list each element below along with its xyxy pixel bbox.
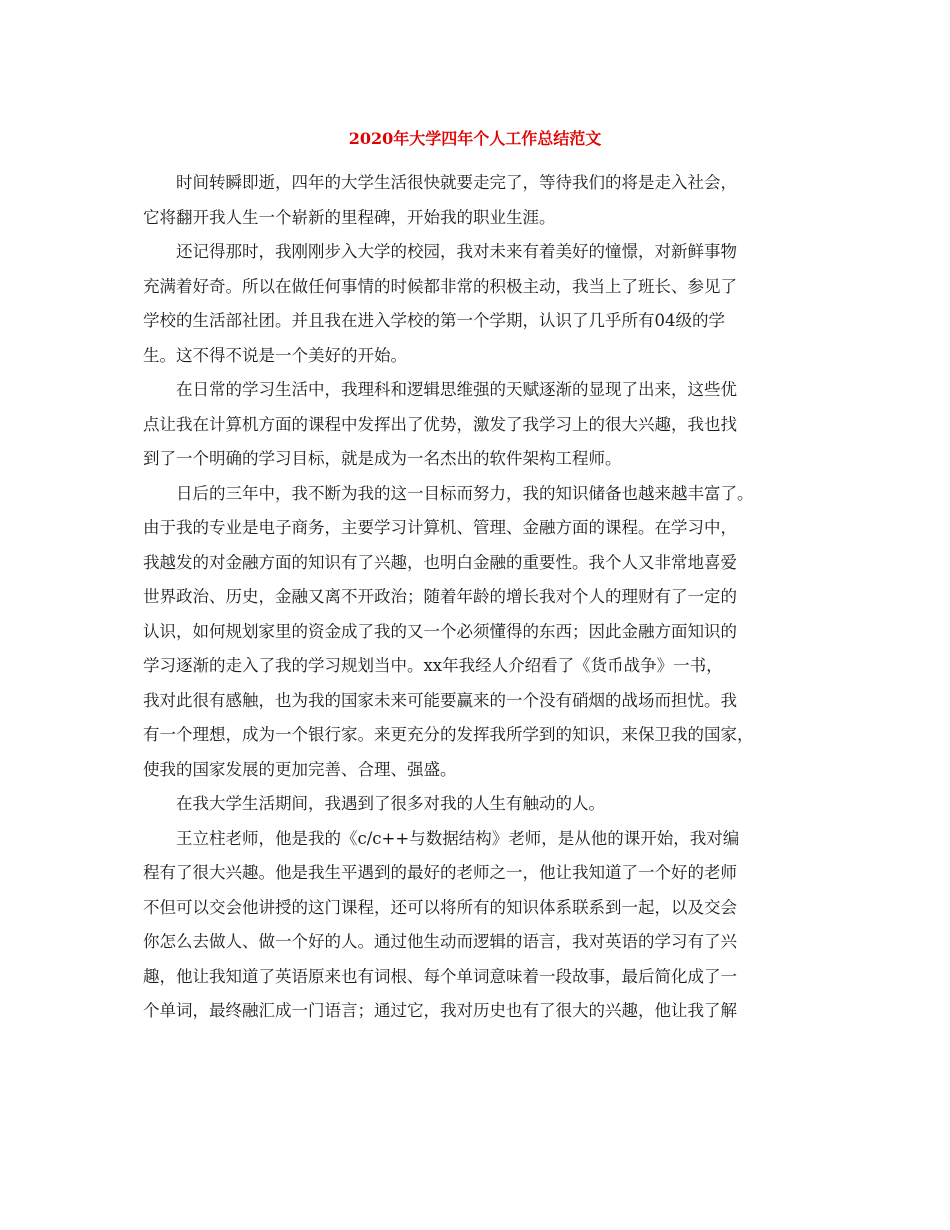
text-line: 在日常的学习生活中，我理科和逻辑思维强的天赋逐渐的显现了出来，这些优	[176, 380, 737, 399]
text-line: 日后的三年中，我不断为我的这一目标而努力，我的知识储备也越来越丰富了。	[176, 483, 754, 503]
text-line: 它将翻开我人生一个崭新的里程碑，开始我的职业生涯。	[143, 207, 556, 227]
text-line: 有一个理想，成为一个银行家。来更充分的发挥我所学到的知识，来保卫我的国家，	[143, 725, 754, 744]
text-line: 学校的生活部社团。并且我在进入学校的第一个学期，认识了几乎所有04级的学	[143, 311, 725, 330]
text-line: 你怎么去做人、做一个好的人。通过他生动而逻辑的语言，我对英语的学习有了兴	[143, 932, 737, 951]
text-line: 王立柱老师，他是我的《c/c++与数据结构》老师，是从他的课开始，我对编	[176, 828, 740, 848]
text-line: 趣，他让我知道了英语原来也有词根、每个单词意味着一段故事，最后简化成了一	[143, 966, 737, 986]
text-line: 点让我在计算机方面的课程中发挥出了优势，激发了我学习上的很大兴趣，我也找	[143, 414, 737, 434]
text-line: 使我的国家发展的更加完善、合理、强盛。	[143, 759, 457, 779]
document-title: 2020年大学四年个人工作总结范文	[348, 129, 602, 148]
document-body	[143, 166, 833, 1029]
text-line: 学习逐渐的走入了我的学习规划当中。xx年我经人介绍看了《货币战争》一书，	[143, 656, 723, 675]
text-line: 生。这不得不说是一个美好的开始。	[143, 345, 407, 365]
text-line: 充满着好奇。所以在做任何事情的时候都非常的积极主动，我当上了班长、参见了	[143, 276, 737, 296]
text-line: 在我大学生活期间，我遇到了很多对我的人生有触动的人。	[176, 794, 605, 813]
text-line: 还记得那时，我刚刚步入大学的校园，我对未来有着美好的憧憬，对新鲜事物	[176, 242, 737, 261]
text-line: 我对此很有感触，也为我的国家未来可能要赢来的一个没有硝烟的战场而担忧。我	[143, 690, 737, 710]
text-line: 不但可以交会他讲授的这门课程，还可以将所有的知识体系联系到一起，以及交会	[143, 897, 737, 917]
text-line: 我越发的对金融方面的知识有了兴趣，也明白金融的重要性。我个人又非常地喜爱	[143, 552, 737, 572]
text-line: 程有了很大兴趣。他是我生平遇到的最好的老师之一，他让我知道了一个好的老师	[143, 863, 737, 882]
text-line: 由于我的专业是电子商务，主要学习计算机、管理、金融方面的课程。在学习中，	[143, 518, 737, 537]
text-line: 个单词，最终融汇成一门语言；通过它，我对历史也有了很大的兴趣，他让我了解	[143, 1001, 737, 1020]
text-line: 认识，如何规划家里的资金成了我的又一个必须懂得的东西；因此金融方面知识的	[143, 621, 737, 641]
text-line: 到了一个明确的学习目标，就是成为一名杰出的软件架构工程师。	[143, 449, 622, 468]
text-line: 世界政治、历史，金融又离不开政治；随着年龄的增长我对个人的理财有了一定的	[143, 587, 737, 606]
text-line: 时间转瞬即逝，四年的大学生活很快就要走完了，等待我们的将是走入社会，	[176, 173, 737, 192]
